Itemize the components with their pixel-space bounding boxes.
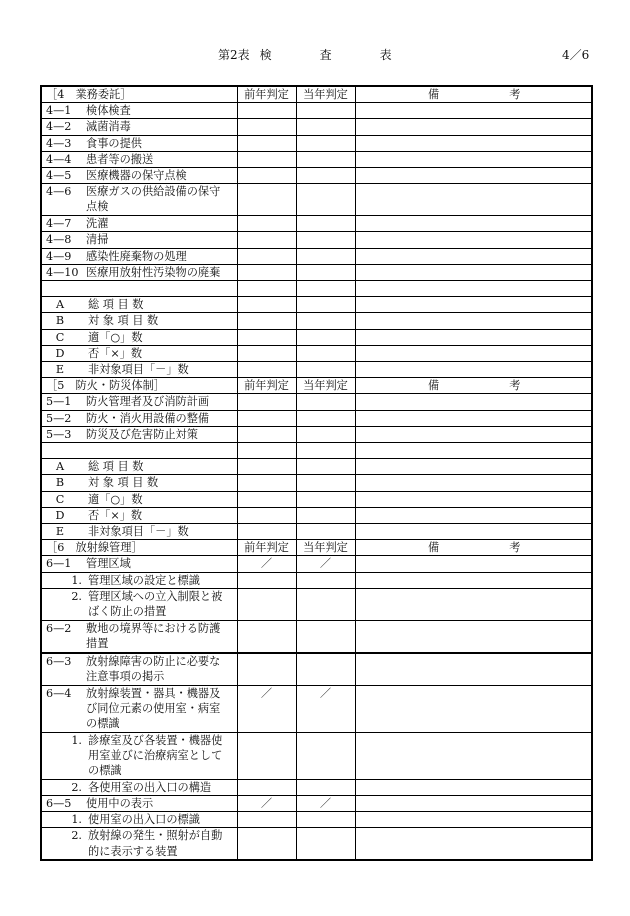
remarks-header [355, 378, 592, 394]
remarks-header [355, 540, 592, 556]
table-row [41, 556, 592, 572]
remarks-header-part: 備 [428, 88, 440, 101]
remarks-cell[interactable] [355, 556, 592, 572]
section-header-row [41, 540, 592, 556]
curr-cell[interactable] [296, 426, 355, 442]
item-code: 4—6 [46, 185, 72, 199]
table-row [41, 410, 592, 426]
summary-letter: A [55, 460, 65, 474]
item-code: 4—5 [46, 169, 72, 183]
section-title: ［5 防火・防災体制］ [41, 378, 237, 394]
curr-cell[interactable] [296, 248, 355, 264]
table-row [41, 151, 592, 167]
summary-text: 否「×」数 [88, 508, 143, 522]
item-text-cont: の標識 [88, 764, 122, 778]
summary-letter: B [55, 314, 65, 328]
item-text: 患者等の搬送 [86, 152, 154, 166]
prev-cell[interactable] [237, 216, 296, 232]
item-text: 管理区域の設定と標識 [88, 573, 200, 587]
remarks-cell[interactable] [355, 410, 592, 426]
remarks-cell[interactable] [355, 119, 592, 135]
curr-cell[interactable] [296, 151, 355, 167]
table-row [41, 653, 592, 686]
item-text: 医療機器の保守点検 [86, 169, 187, 183]
curr-judgement-header: 当年判定 [296, 86, 355, 103]
title-part: 査 [319, 48, 332, 62]
item-text: 防火管理者及び消防計画 [86, 395, 210, 409]
summary-row [41, 475, 592, 491]
section-header-row [41, 378, 592, 394]
prev-judgement-header: 前年判定 [237, 540, 296, 556]
remarks-cell[interactable] [355, 426, 592, 442]
summary-row [41, 362, 592, 378]
summary-text: 否「×」数 [88, 346, 143, 360]
summary-letter: C [55, 492, 65, 506]
item-code: 4—2 [46, 120, 72, 134]
summary-letter: E [55, 363, 65, 377]
prev-slash: ／ [237, 556, 296, 572]
item-text: 医療ガスの供給設備の保守 [86, 185, 221, 199]
item-text-cont: ばく防止の措置 [88, 605, 167, 619]
item-code: 6—3 [46, 654, 72, 668]
remarks-header-part: 考 [509, 88, 521, 101]
item-text: 各使用室の出入口の構造 [88, 780, 212, 794]
prev-cell[interactable] [237, 184, 296, 216]
summary-row [41, 524, 592, 540]
remarks-cell[interactable] [355, 264, 592, 280]
table-row [41, 248, 592, 264]
item-text-cont: 用室並びに治療病室として [88, 749, 223, 763]
remarks-cell[interactable] [355, 168, 592, 184]
curr-cell[interactable] [296, 394, 355, 410]
remarks-cell[interactable] [355, 394, 592, 410]
item-text-cont: 注意事項の掲示 [86, 670, 165, 684]
table-row [41, 732, 592, 779]
section-title: ［6 放射線管理］ [41, 540, 237, 556]
table-row [41, 685, 592, 732]
item-text: 管理区域への立入制限と被 [88, 589, 223, 603]
item-text-cont: 的に表示する装置 [88, 844, 178, 858]
remarks-cell[interactable] [355, 248, 592, 264]
summary-row [41, 491, 592, 507]
item-code: 4—7 [46, 217, 72, 231]
curr-cell[interactable] [296, 232, 355, 248]
item-text: 使用室の出入口の標識 [88, 813, 200, 827]
item-text: 放射線の発生・照射が自動 [88, 829, 223, 843]
curr-cell[interactable] [296, 103, 355, 119]
prev-cell[interactable] [237, 426, 296, 442]
prev-cell[interactable] [237, 232, 296, 248]
curr-cell[interactable] [296, 135, 355, 151]
summary-text: 適「○」数 [88, 492, 143, 506]
item-code: 6—4 [46, 686, 72, 700]
curr-cell[interactable] [296, 216, 355, 232]
summary-text: 適「○」数 [88, 330, 143, 344]
summary-text: 総 項 目 数 [88, 460, 144, 474]
item-text: 医療用放射性汚染物の廃棄 [86, 265, 221, 279]
item-code: 5—1 [46, 395, 72, 409]
prev-judgement-header: 前年判定 [237, 378, 296, 394]
item-code: 6—2 [46, 621, 72, 635]
section-header-row [41, 86, 592, 103]
summary-row [41, 297, 592, 313]
item-text: 滅菌消毒 [86, 120, 131, 134]
blank-row [41, 443, 592, 459]
summary-text: 非対象項目「－」数 [88, 363, 189, 377]
remarks-header-part: 考 [509, 379, 521, 393]
summary-letter: A [55, 298, 65, 312]
item-text-cont: の標識 [86, 717, 120, 731]
section-title: ［4 業務委託］ [41, 86, 237, 103]
remarks-cell[interactable] [355, 103, 592, 119]
curr-cell[interactable] [296, 168, 355, 184]
remarks-cell[interactable] [355, 135, 592, 151]
sub-num: 2. [71, 589, 82, 603]
curr-cell[interactable] [296, 184, 355, 216]
item-text: 使用中の表示 [86, 797, 154, 811]
sub-num: 1. [71, 813, 82, 827]
sub-num: 2. [71, 829, 82, 843]
sub-num: 2. [71, 780, 82, 794]
item-code: 6—5 [46, 797, 72, 811]
summary-text: 対 象 項 目 数 [88, 476, 159, 490]
item-text: 防火・消火用設備の整備 [86, 411, 210, 425]
prev-cell[interactable] [237, 119, 296, 135]
table-row [41, 588, 592, 620]
page-number: 4／6 [562, 48, 590, 62]
summary-letter: E [55, 525, 65, 539]
curr-cell[interactable] [296, 119, 355, 135]
item-code: 5—2 [46, 411, 72, 425]
title-part: 第2表 [218, 48, 250, 62]
remarks-cell[interactable] [355, 184, 592, 216]
prev-cell[interactable] [237, 394, 296, 410]
item-text-cont: び同位元素の使用室・病室 [86, 702, 221, 716]
item-code: 6—1 [46, 557, 72, 571]
item-text: 診療室及び各装置・機器使 [88, 733, 223, 747]
table-row [41, 119, 592, 135]
item-text-cont: 点検 [86, 200, 109, 214]
page-title [218, 46, 392, 63]
table-row [41, 620, 592, 653]
table-row [41, 216, 592, 232]
prev-cell[interactable] [237, 168, 296, 184]
curr-judgement-header: 当年判定 [296, 540, 355, 556]
summary-row [41, 329, 592, 345]
table-row [41, 168, 592, 184]
table-row [41, 184, 592, 216]
remarks-header-part: 考 [509, 541, 521, 555]
table-row [41, 796, 592, 812]
item-code: 4—4 [46, 152, 72, 166]
prev-cell[interactable] [237, 248, 296, 264]
item-text: 放射線装置・器具・機器及 [86, 686, 221, 700]
item-text: 敷地の境界等における防護 [86, 621, 221, 635]
table-row [41, 103, 592, 119]
curr-slash: ／ [296, 556, 355, 572]
blank-row [41, 281, 592, 297]
item-code: 4—1 [46, 104, 72, 118]
summary-text: 対 象 項 目 数 [88, 314, 159, 328]
item-text: 食事の提供 [86, 136, 142, 150]
prev-slash: ／ [237, 796, 296, 812]
prev-cell[interactable] [237, 103, 296, 119]
table-row [41, 264, 592, 280]
item-code: 4—3 [46, 136, 72, 150]
summary-text: 非対象項目「－」数 [88, 525, 189, 539]
summary-row [41, 313, 592, 329]
sub-num: 1. [71, 733, 82, 747]
item-text: 放射線障害の防止に必要な [86, 654, 221, 668]
sub-num: 1. [71, 573, 82, 587]
table-row [41, 572, 592, 588]
item-text: 検体検査 [86, 104, 131, 118]
remarks-header-part: 備 [428, 379, 440, 393]
table-row [41, 779, 592, 795]
summary-letter: B [55, 476, 65, 490]
table-row [41, 812, 592, 828]
summary-row [41, 459, 592, 475]
summary-text: 総 項 目 数 [88, 298, 144, 312]
remarks-cell[interactable] [355, 232, 592, 248]
remarks-header-part: 備 [428, 541, 440, 555]
inspection-table [40, 85, 593, 861]
curr-slash: ／ [296, 685, 355, 732]
item-code: 4—10 [46, 265, 79, 279]
curr-judgement-header: 当年判定 [296, 378, 355, 394]
curr-cell[interactable] [296, 410, 355, 426]
item-text: 洗濯 [86, 217, 109, 231]
item-text-cont: 措置 [86, 637, 109, 651]
table-row [41, 232, 592, 248]
item-code: 4—8 [46, 233, 72, 247]
table-row [41, 394, 592, 410]
page-header [0, 46, 630, 66]
item-text: 感染性廃棄物の処理 [86, 249, 187, 263]
table-row [41, 828, 592, 861]
table-row [41, 426, 592, 442]
summary-letter: C [55, 330, 65, 344]
prev-cell[interactable] [237, 151, 296, 167]
item-text: 管理区域 [86, 557, 131, 571]
curr-cell[interactable] [296, 264, 355, 280]
title-part: 検 [259, 48, 272, 62]
remarks-cell[interactable] [355, 151, 592, 167]
item-code: 4—9 [46, 249, 72, 263]
remarks-cell[interactable] [355, 685, 592, 732]
summary-letter: D [55, 508, 65, 522]
title-part: 表 [379, 48, 392, 62]
prev-slash: ／ [237, 685, 296, 732]
remarks-cell[interactable] [355, 796, 592, 812]
prev-cell[interactable] [237, 264, 296, 280]
prev-cell[interactable] [237, 410, 296, 426]
remarks-cell[interactable] [355, 216, 592, 232]
item-code: 5—3 [46, 427, 72, 441]
prev-cell[interactable] [237, 135, 296, 151]
table-row [41, 135, 592, 151]
summary-row [41, 345, 592, 361]
remarks-header [355, 86, 592, 103]
curr-slash: ／ [296, 796, 355, 812]
item-text: 防災及び危害防止対策 [86, 427, 198, 441]
item-text: 清掃 [86, 233, 109, 247]
summary-letter: D [55, 346, 65, 360]
prev-judgement-header: 前年判定 [237, 86, 296, 103]
summary-row [41, 507, 592, 523]
